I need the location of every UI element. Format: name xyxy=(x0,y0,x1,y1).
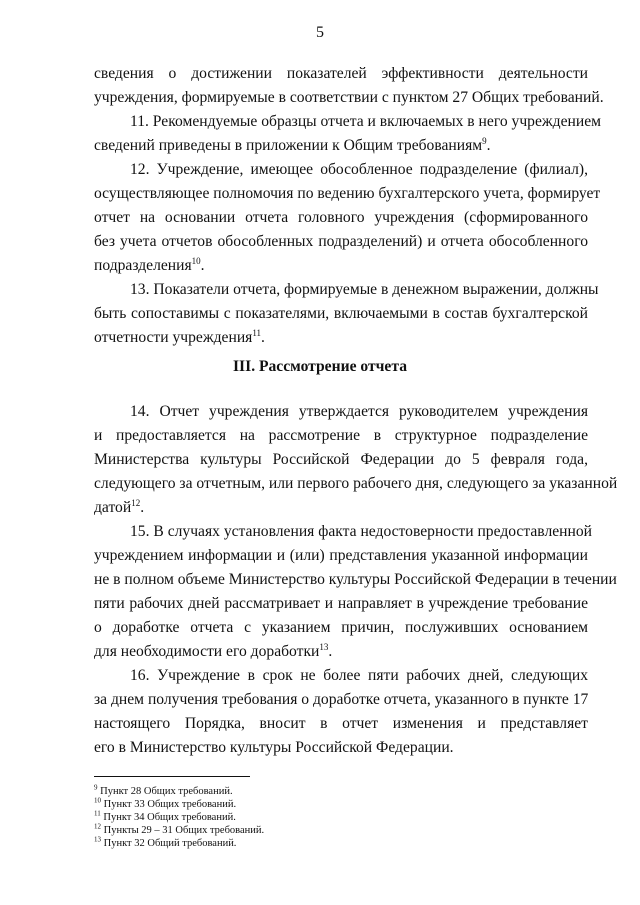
footnote-ref: 13 xyxy=(319,641,329,652)
text-line: для необходимости его доработки$^{13}$. xyxy=(94,641,333,660)
text-line: учреждения, формируемые в соответствии с пунктом 27 Общих требований. xyxy=(94,89,604,106)
text-line: 14. Отчет учреждения утверждается руководителем учреждения xyxy=(130,403,588,420)
text-line: сведения о достижении показателей эффективности деятельности xyxy=(94,65,588,82)
footnote: $^{13}$ Пункт 32 Общий требований. xyxy=(94,835,237,849)
text-line: быть сопоставимы с показателями, включаемыми в состав бухгалтерской xyxy=(94,305,588,322)
text-line: его в Министерство культуры Российской Федерации. xyxy=(94,739,454,756)
text-line: пяти рабочих дней рассматривает и направляет в учреждение требование xyxy=(94,595,588,612)
text-line: сведений приведены в приложении к Общим требованиям$^9$. xyxy=(94,135,491,154)
footnote-ref: 10 xyxy=(191,255,201,266)
text-line: осуществляющее полномочия по ведению бухгалтерского учета, формирует xyxy=(94,185,601,202)
footnote: $^9$ Пункт 28 Общих требований. xyxy=(94,783,233,797)
text-line: 13. Показатели отчета, формируемые в денежном выражении, должны xyxy=(130,281,599,298)
page-number: 5 xyxy=(316,24,324,41)
footnote: $^{10}$ Пункт 33 Общих требований. xyxy=(94,796,237,810)
footnote: $^{12}$ Пункты 29 – 31 Общих требований. xyxy=(94,822,265,836)
text-line: 12. Учреждение, имеющее обособленное подразделение (филиал), xyxy=(130,161,588,178)
footnote: $^{11}$ Пункт 34 Общих требований. xyxy=(94,809,236,823)
text-line: настоящего Порядка, вносит в отчет изменения и представляет xyxy=(94,715,588,732)
text-line: за днем получения требования о доработке отчета, указанного в пункте 17 xyxy=(94,691,589,708)
text-line: отчет на основании отчета головного учреждения (сформированного xyxy=(94,209,588,226)
text-line: датой$^{12}$. xyxy=(94,497,145,516)
footnote-ref: 12 xyxy=(131,497,141,508)
footnote-ref: 11 xyxy=(252,327,262,338)
text-line: и предоставляется на рассмотрение в структурное подразделение xyxy=(94,427,588,444)
footnote-separator xyxy=(94,776,250,777)
text-line: 16. Учреждение в срок не более пяти рабочих дней, следующих xyxy=(130,667,588,684)
text-line: не в полном объеме Министерство культуры Российской Федерации в течении xyxy=(94,571,617,588)
text-line: отчетности учреждения$^{11}$. xyxy=(94,327,265,346)
text-line: без учета отчетов обособленных подразделений) и отчета обособленного xyxy=(94,233,588,250)
text-line: 11. Рекомендуемые образцы отчета и включаемых в него учреждением xyxy=(130,113,601,130)
text-line: учреждением информации и (или) представления указанной информации xyxy=(94,547,588,564)
footnote-ref: 9 xyxy=(482,135,487,146)
text-line: подразделения$^{10}$. xyxy=(94,255,205,274)
text-line: о доработке отчета с указанием причин, послуживших основанием xyxy=(94,619,588,636)
section-heading: III. Рассмотрение отчета xyxy=(232,358,408,375)
text-line: Министерства культуры Российской Федерации до 5 февраля года, xyxy=(94,451,588,468)
text-line: следующего за отчетным, или первого рабочего дня, следующего за указанной xyxy=(94,475,618,492)
text-line: 15. В случаях установления факта недостоверности предоставленной xyxy=(130,523,592,540)
